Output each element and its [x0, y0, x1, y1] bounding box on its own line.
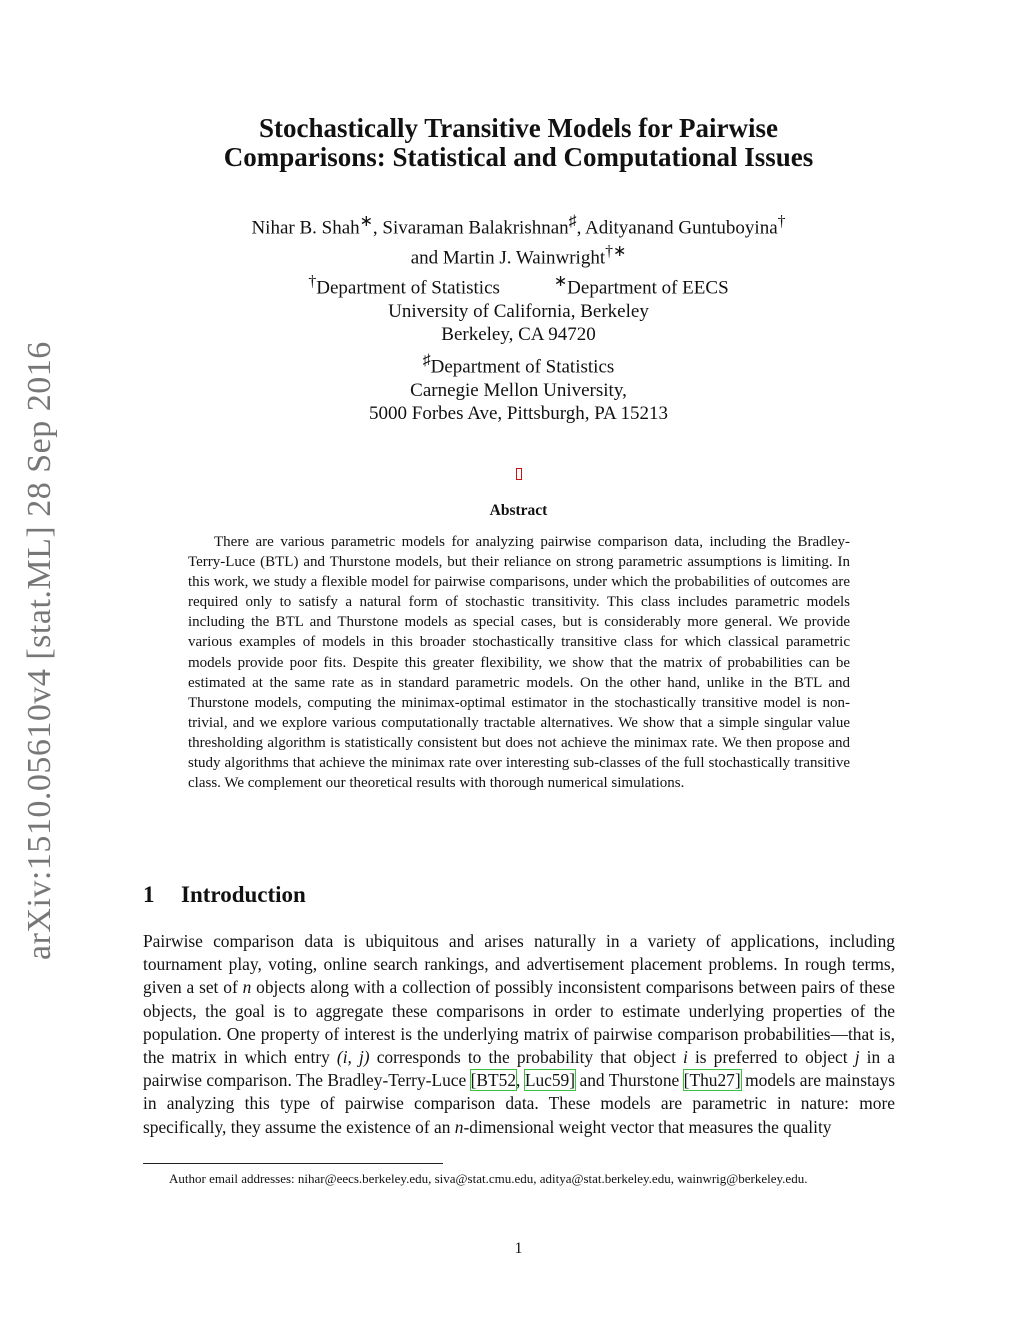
- title-line-2: Comparisons: Statistical and Computational Issues: [223, 142, 814, 172]
- affiliation-berkeley: [140, 270, 897, 347]
- math-variable: n: [454, 1116, 464, 1137]
- text-run: in a pairwise comparison. The Bradley-Terry-Luce: [143, 1047, 895, 1091]
- department-row: [140, 270, 897, 300]
- author-mark: †∗: [605, 243, 627, 261]
- text-run: is preferred to object: [687, 1047, 855, 1068]
- author-guntuboyina: , Adityanand Guntuboyina: [576, 217, 778, 239]
- author-line-2: [140, 240, 897, 270]
- affiliation-mark: †: [308, 273, 317, 290]
- university-berkeley: University of California, Berkeley: [388, 300, 649, 322]
- section-heading-introduction: [143, 882, 306, 908]
- abstract-heading: Abstract: [489, 502, 548, 519]
- introduction-paragraph: [143, 930, 895, 1139]
- text-run: -dimensional weight vector that measures the quality: [463, 1116, 832, 1137]
- author-mark: ♯: [568, 213, 577, 230]
- text-run: models are mainstays in analyzing this type of pairwise comparison data. These models are parametric in nature: more specifically, they assume the existence of an: [143, 1070, 895, 1137]
- author-mark: ∗: [359, 213, 373, 230]
- author-balakrishnan: , Sivaraman Balakrishnan: [372, 217, 569, 239]
- author-shah: Nihar B. Shah: [251, 217, 360, 239]
- department-label: Department of Statistics: [430, 356, 615, 378]
- affiliation-mark: ∗: [553, 273, 568, 290]
- department-eecs: [554, 270, 729, 300]
- address-cmu: 5000 Forbes Ave, Pittsburgh, PA 15213: [369, 403, 668, 425]
- author-line-1: [140, 210, 897, 240]
- citation-thu27[interactable]: [Thu27]: [683, 1070, 741, 1091]
- text-run: ,: [516, 1070, 525, 1091]
- abstract-text: There are various parametric models for analyzing pairwise comparison data, including the Bradley-Terry-Luce (BTL) and Thurstone models, but their reliance on strong parametric assumptions is limiting. In this work, we study a flexible model for pairwise comparisons, under which the probabilities of outcomes are required only to satisfy a natural form of stochastic transitivity. This class includes parametric models including the BTL and Thurstone models as special cases, but is considerably more general. We provide various examples of models in this broader stochastically transitive class for which classical parametric models provide poor fits. Despite this greater flexibility, we show that the matrix of probabilities can be estimated at the same rate as in standard parametric models. On the other hand, unlike in the BTL and Thurstone models, computing the minimax-optimal estimator in the stochastically transitive model is non-trivial, and we explore various computationally tractable alternatives. We show that a simple singular value thresholding algorithm is statistically consistent but does not achieve the minimax rate. We then propose and study algorithms that achieve the minimax rate over interesting sub-classes of the full stochastically transitive class. We complement our theoretical results with thorough numerical simulations.: [188, 534, 850, 792]
- affiliation-cmu: [140, 349, 897, 426]
- text-run: corresponds to the probability that object: [369, 1047, 684, 1068]
- section-number: 1: [143, 882, 155, 907]
- department-label: Department of Statistics: [316, 277, 500, 299]
- footnote-rule: [143, 1163, 443, 1164]
- author-mark: †: [777, 213, 786, 230]
- text-run: and Thurstone: [575, 1070, 684, 1091]
- link-box-marker[interactable]: [516, 468, 522, 480]
- arxiv-identifier: arXiv:1510.05610v4 [stat.ML] 28 Sep 2016: [21, 341, 58, 960]
- math-variable: n: [242, 977, 252, 998]
- math-variable: (i, j): [336, 1047, 370, 1068]
- citation-luc59[interactable]: Luc59]: [524, 1070, 576, 1091]
- department-statistics-cmu: [140, 349, 897, 379]
- address-berkeley: Berkeley, CA 94720: [441, 324, 596, 346]
- affiliation-mark: ♯: [422, 352, 431, 369]
- page-number: 1: [514, 1240, 523, 1257]
- department-label: Department of EECS: [567, 277, 729, 299]
- math-variable: j: [854, 1047, 860, 1068]
- footnote-author-emails: Author email addresses: nihar@eecs.berkeley.edu, siva@stat.cmu.edu, aditya@stat.berkeley.edu, wainwrig@berkeley.edu.: [169, 1171, 808, 1186]
- math-variable: i: [683, 1047, 688, 1068]
- department-statistics-berkeley: [308, 270, 500, 300]
- text-run: Pairwise comparison data is ubiquitous and arises naturally in a variety of applications, including tournament play, voting, online search rankings, and advertisement placement problems. In rough terms, given a set of: [143, 931, 895, 998]
- section-title: Introduction: [181, 882, 306, 907]
- title-line-1: Stochastically Transitive Models for Pairwise: [259, 113, 778, 143]
- author-list: [140, 210, 897, 271]
- citation-bt52[interactable]: [BT52: [470, 1070, 517, 1091]
- paper-title: [140, 114, 897, 172]
- university-cmu: Carnegie Mellon University,: [410, 379, 627, 401]
- text-run: objects along with a collection of possibly inconsistent comparisons between pairs of these objects, the goal is to aggregate these comparisons in order to estimate underlying properties of the population. One property of interest is the underlying matrix of pairwise comparison probabilities—that is, the matrix in which entry: [143, 977, 895, 1068]
- author-wainwright: and Martin J. Wainwright: [410, 247, 606, 269]
